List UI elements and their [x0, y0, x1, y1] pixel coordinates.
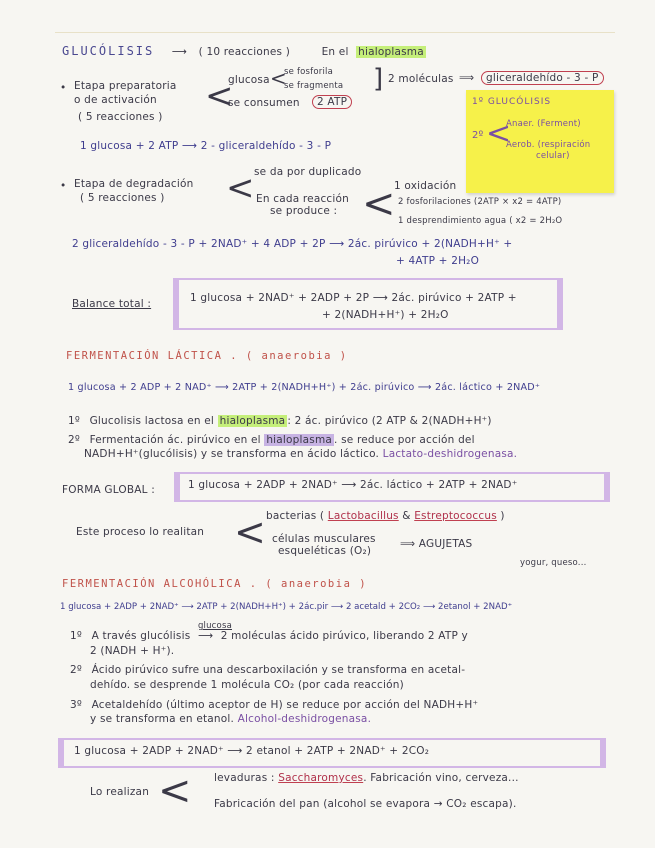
location-prefix: En el — [321, 46, 349, 58]
levaduras-line — [214, 772, 519, 784]
box-edge — [604, 472, 610, 502]
step-text: A través glucólisis — [91, 630, 191, 642]
step-text: Glucolisis lactosa en el — [89, 415, 215, 427]
balance-equation-1: 1 glucosa + 2NAD⁺ + 2ADP + 2P ⟶ 2ác. pirúvico + 2ATP + — [190, 292, 517, 304]
glucosa-label: glucosa — [228, 74, 270, 86]
brace: < — [205, 76, 234, 116]
step-text: y se transforma en etanol. — [90, 713, 235, 725]
gliceraldehido-circled: gliceraldehído - 3 - P — [481, 71, 604, 85]
sticky-celular: celular) — [536, 151, 570, 161]
step-number: 1º — [70, 630, 83, 642]
celulas-line-2: esqueléticas (O₂) — [278, 545, 372, 557]
sticky-note — [466, 90, 614, 193]
step-text: . se reduce por acción del — [334, 434, 475, 446]
sticky-title: 1º GLUCÓLISIS — [472, 97, 552, 107]
step-number: 3º — [70, 699, 83, 711]
arrow-label: glucosa — [197, 621, 232, 631]
alcoholica-step-2 — [70, 664, 465, 676]
sticky-aerob: Aerob. (respiración — [506, 140, 591, 150]
step-text: Ácido pirúvico sufre una descarboxilación y se transforma en acetal- — [91, 664, 466, 676]
bacterias-line — [266, 510, 505, 522]
atp-circled-wrap — [312, 96, 352, 108]
lactica-equation: 1 glucosa + 2 ADP + 2 NAD⁺ ⟶ 2ATP + 2(NADH+H⁺) + 2ác. pirúvico ⟶ 2ác. láctico + 2NAD⁺ — [68, 382, 541, 393]
etapa2-title: Etapa de degradación — [74, 178, 194, 190]
etapa1-count: ( 5 reacciones ) — [78, 111, 163, 123]
celulas-line-1: células musculares — [272, 533, 376, 545]
lactato-enzyme: Lactato-deshidrogenasa. — [382, 448, 518, 460]
agujetas: ⟹ AGUJETAS — [400, 538, 473, 550]
reaction-count: ( 10 reacciones ) — [198, 46, 291, 58]
arrow-with-label: glucosa ⟶ — [197, 621, 232, 642]
step-text: Fermentación ác. pirúvico en el — [89, 434, 261, 446]
box-edge — [557, 278, 563, 330]
etapa2-bullet: • — [60, 180, 67, 192]
location-hialoplasma: hialoplasma — [358, 46, 424, 58]
alcoholica-step-3 — [70, 699, 478, 711]
forma-global-label: FORMA GLOBAL : — [62, 484, 155, 496]
balance-equation-2: + 2(NADH+H⁺) + 2H₂O — [322, 309, 449, 321]
etapa2-count: ( 5 reacciones ) — [80, 192, 165, 204]
etapa2-equation-1: 2 gliceraldehído - 3 - P + 2NAD⁺ + 4 ADP + 2P ⟶ 2ác. pirúvico + 2(NADH+H⁺ + — [72, 238, 513, 250]
step-number: 2º — [68, 434, 81, 446]
alcoholica-title: FERMENTACIÓN ALCOHÓLICA . ( anaerobia ) — [62, 578, 368, 590]
arrow: ⟶ — [171, 46, 188, 58]
fosforilaciones: 2 fosforilaciones (2ATP × x2 = 4ATP) — [398, 197, 562, 207]
step-text: NADH+H⁺(glucólisis) y se transforma en ácido láctico. — [84, 448, 380, 460]
lactica-step-2-line2 — [84, 448, 517, 460]
lactica-global-equation: 1 glucosa + 2ADP + 2NAD⁺ ⟶ 2ác. láctico + 2ATP + 2NAD⁺ — [188, 479, 518, 491]
fosforila-label: se fosforila — [284, 67, 334, 77]
encada-label-2: se produce : — [270, 205, 338, 217]
ampersand: & — [402, 510, 411, 522]
brace: < — [158, 768, 192, 814]
alcoholica-step-1 — [70, 621, 468, 642]
etapa1-bullet: • — [60, 82, 67, 94]
box-edge — [174, 472, 180, 502]
lactica-step-2 — [68, 434, 475, 446]
close-paren: ) — [500, 510, 505, 522]
gliceraldehido-wrap — [481, 72, 604, 84]
alcoholica-step-3-line2 — [90, 713, 371, 725]
glucolisis-header — [62, 44, 426, 58]
hialoplasma-highlight: hialoplasma — [266, 434, 333, 446]
brace: < — [270, 66, 287, 90]
estreptococcus: Estreptococcus — [414, 510, 497, 522]
box-edge — [173, 278, 179, 330]
box-edge — [600, 738, 606, 768]
page-ruling — [55, 32, 615, 33]
etapa1-equation: 1 glucosa + 2 ATP ⟶ 2 - gliceraldehído - 3 - P — [80, 140, 332, 152]
saccharomyces: Saccharomyces — [278, 772, 364, 784]
moleculas-label: 2 moléculas — [388, 73, 454, 85]
step-text: Acetaldehído (último aceptor de H) se reduce por acción del NADH+H⁺ — [91, 699, 479, 711]
bacterias-label: bacterias ( — [266, 510, 325, 522]
desprendimiento: 1 desprendimiento agua ( x2 = 2H₂O — [398, 216, 563, 226]
alcoholica-equation: 1 glucosa + 2ADP + 2NAD⁺ ⟶ 2ATP + 2(NADH+H⁺) + 2ác.pir ⟶ 2 acetald + 2CO₂ ⟶ 2etanol + 2NAD⁺ — [60, 602, 513, 612]
realizan-label: Este proceso lo realitan — [76, 526, 205, 538]
brace: ] — [373, 64, 384, 94]
lactobacillus: Lactobacillus — [327, 510, 399, 522]
alcoholica-step-2-line2: dehído. se desprende 1 molécula CO₂ (por cada reacción) — [90, 679, 404, 691]
alcoholica-step-1-line2: 2 (NADH + H⁺). — [90, 645, 175, 657]
glucolisis-title: GLUCÓLISIS — [62, 44, 155, 58]
alcohol-enzyme: Alcohol-deshidrogenasa. — [237, 713, 372, 725]
step-text: 2 moléculas ácido pirúvico, liberando 2 ATP y — [220, 630, 468, 642]
box-edge — [58, 738, 64, 768]
etapa1-title: Etapa preparatoria — [74, 80, 177, 92]
balance-label: Balance total : — [72, 298, 152, 310]
etapa1-subtitle: o de activación — [74, 94, 157, 106]
hialoplasma-highlight: hialoplasma — [219, 415, 286, 427]
lo-realizan-label: Lo realizan — [90, 786, 150, 798]
fragmenta-label: se fragmenta — [284, 81, 344, 91]
step-number: 2º — [70, 664, 83, 676]
oxidacion: 1 oxidación — [394, 180, 457, 192]
lactica-step-1 — [68, 415, 492, 427]
encada-label-1: En cada reacción — [256, 193, 349, 205]
brace: < — [234, 510, 266, 554]
sticky-num: 2º — [472, 130, 484, 141]
balance-box — [175, 278, 561, 330]
brace: < — [226, 168, 255, 208]
arrow: ⟹ — [459, 72, 475, 84]
pan-line: Fabricación del pan (alcohol se evapora → CO₂ escapa). — [214, 798, 517, 810]
yogur-queso: yogur, queso... — [520, 558, 587, 568]
consumen-label: se consumen — [228, 97, 300, 109]
etapa2-equation-2: + 4ATP + 2H₂O — [396, 255, 480, 267]
levaduras-uses: . Fabricación vino, cerveza... — [363, 772, 519, 784]
levaduras-label: levaduras : — [214, 772, 275, 784]
alcoholica-global-equation: 1 glucosa + 2ADP + 2NAD⁺ ⟶ 2 etanol + 2ATP + 2NAD⁺ + 2CO₂ — [74, 745, 430, 757]
duplicado-label: se da por duplicado — [254, 166, 362, 178]
sticky-anaer: Anaer. (Ferment) — [506, 119, 581, 129]
atp-circled: 2 ATP — [312, 95, 352, 109]
step-number: 1º — [68, 415, 81, 427]
brace: < — [362, 181, 396, 227]
brace: < — [486, 116, 512, 151]
step-text: : 2 ác. pirúvico (2 ATP & 2(NADH+H⁺) — [287, 415, 492, 427]
lactica-title: FERMENTACIÓN LÁCTICA . ( anaerobia ) — [66, 350, 348, 362]
